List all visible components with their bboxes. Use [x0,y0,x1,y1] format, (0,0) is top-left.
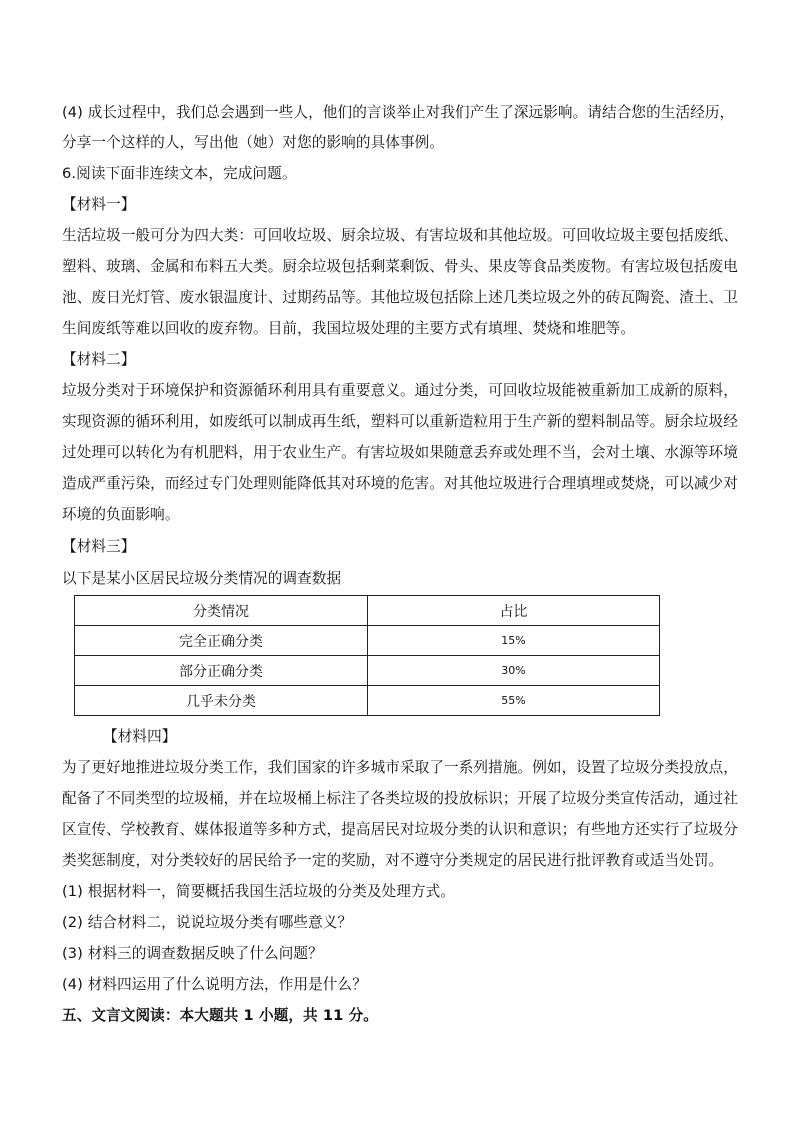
material-2-paragraph-line: 环境的负面影响。 [62,506,180,523]
question-4-text-continued: 分享一个这样的人，写出他（她）对您的影响的具体事例。 [62,134,445,151]
material-1-paragraph-line: 池、废日光灯管、废水银温度计、过期药品等。其他垃圾包括除上述几类垃圾之外的砖瓦陶瓷、渣土、卫 [62,289,738,306]
material-1-paragraph-line: 塑料、玻璃、金属和布料五大类。厨余垃圾包括剩菜剩饭、骨头、果皮等食品类废物。有害垃圾包括废电 [62,258,738,275]
material-4-paragraph-line: 配备了不同类型的垃圾桶，并在垃圾桶上标注了各类垃圾的投放标识；开展了垃圾分类宣传活动，通过社 [62,790,738,807]
section-6-heading: 6.阅读下面非连续文本，完成问题。 [62,165,297,182]
table-row [75,656,660,686]
question-2: (2) 结合材料二，说说垃圾分类有哪些意义？ [62,914,353,931]
material-1-title: 【材料一】 [62,196,136,213]
material-1-paragraph-line: 生间废纸等难以回收的废弃物。目前，我国垃圾处理的主要方式有填埋、焚烧和堆肥等。 [62,320,636,337]
table-cell-percent: 15% [368,626,660,656]
table-cell-percent: 55% [368,686,660,716]
material-1-paragraph-line: 生活垃圾一般可分为四大类：可回收垃圾、厨余垃圾、有害垃圾和其他垃圾。可回收垃圾主要包括废纸、 [62,227,738,244]
survey-table [74,595,660,716]
table-cell-percent: 30% [368,656,660,686]
material-2-paragraph-line: 垃圾分类对于环境保护和资源循环利用具有重要意义。通过分类，可回收垃圾能被重新加工成新的原料， [62,382,738,399]
table-cell-category: 完全正确分类 [75,626,368,656]
question-3: (3) 材料三的调查数据反映了什么问题？ [62,945,323,962]
table-cell-category: 几乎未分类 [75,686,368,716]
material-4-paragraph-line: 区宣传、学校教育、媒体报道等多种方式，提高居民对垃圾分类的认识和意识；有些地方还实行了垃圾分 [62,821,738,838]
material-2-title: 【材料二】 [62,351,136,368]
material-2-paragraph-line: 造成严重污染，而经过专门处理则能降低其对环境的危害。对其他垃圾进行合理填埋或焚烧，可以减少对 [62,475,738,492]
material-4-paragraph-line: 为了更好地推进垃圾分类工作，我们国家的许多城市采取了一系列措施。例如，设置了垃圾分类投放点， [62,759,738,776]
table-header-row [75,596,660,626]
material-2-paragraph-line: 实现资源的循环利用，如废纸可以制成再生纸，塑料可以重新造粒用于生产新的塑料制品等。厨余垃圾经 [62,413,738,430]
table-header-cell: 分类情况 [75,596,368,626]
material-3-title: 【材料三】 [62,538,136,555]
question-4-text: (4) 成长过程中，我们总会遇到一些人，他们的言谈举止对我们产生了深远影响。请结合您的生活经历， [62,104,735,121]
table-row [75,686,660,716]
table-header-cell: 占比 [368,596,660,626]
table-row [75,626,660,656]
material-4-paragraph-line: 类奖惩制度，对分类较好的居民给予一定的奖励，对不遵守分类规定的居民进行批评教育或适当处罚。 [62,852,724,869]
table-cell-category: 部分正确分类 [75,656,368,686]
question-4: (4) 材料四运用了什么说明方法，作用是什么？ [62,976,367,993]
question-1: (1) 根据材料一，简要概括我国生活垃圾的分类及处理方式。 [62,883,456,900]
material-3-intro: 以下是某小区居民垃圾分类情况的调查数据 [62,570,342,587]
material-2-paragraph-line: 过处理可以转化为有机肥料，用于农业生产。有害垃圾如果随意丢弃或处理不当，会对土壤、水源等环境 [62,444,738,461]
section-5-heading: 五、文言文阅读：本大题共 1 小题，共 11 分。 [62,1007,378,1024]
material-4-title: 【材料四】 [103,728,177,745]
